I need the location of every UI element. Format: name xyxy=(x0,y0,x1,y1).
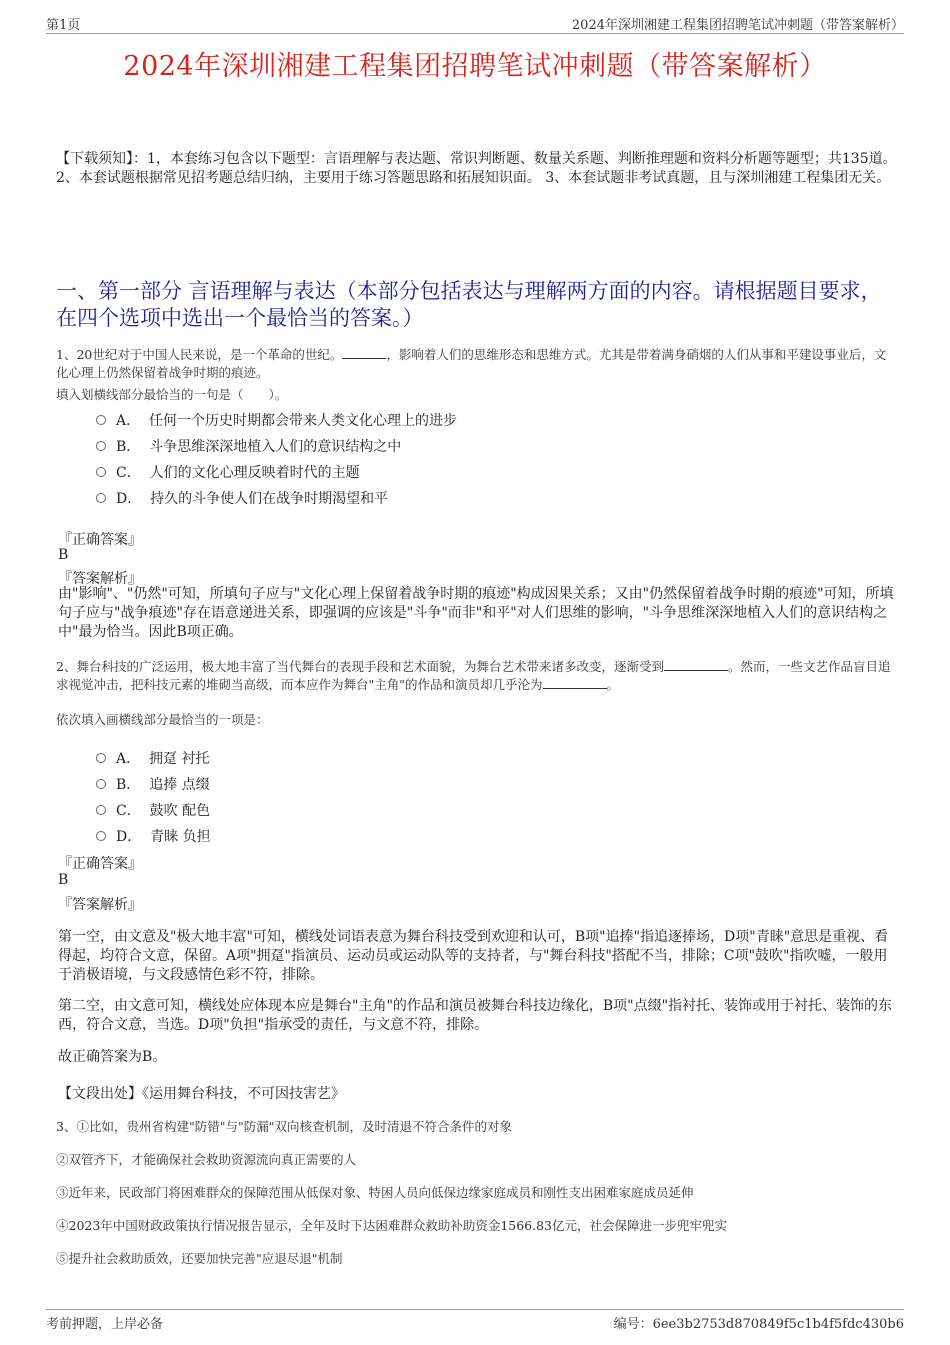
q2-blank-2 xyxy=(543,677,607,689)
q1-answer: B xyxy=(58,547,69,563)
footer-serial: 编号：6ee3b2753d870849f5c1b4f5fdc430b6 xyxy=(613,1317,904,1332)
download-notice: 【下载须知】：1，本套练习包含以下题型：言语理解与表达题、常识判断题、数量关系题、判断推理题和资料分析题等题型；共135道。 2、本套试题根据常见招考题总结归纳，主要用于练习答题思路和拓展知识面。 3、本套试题非考试真题，且与深圳湘建工程集团无关。 xyxy=(56,151,897,186)
q2-source: 【文段出处】《运用舞台科技，不可因技害艺》 xyxy=(58,1086,345,1102)
page-title: 2024年深圳湘建工程集团招聘笔试冲刺题（带答案解析） xyxy=(123,51,827,82)
q1-option-b[interactable]: B． 斗争思维深深地植入人们的意识结构之中 xyxy=(96,436,401,456)
q1-stem xyxy=(56,346,898,382)
q2-option-b[interactable]: B． 追捧 点缀 xyxy=(96,774,210,794)
header-divider xyxy=(46,33,904,34)
section-heading: 一、第一部分 言语理解与表达（本部分包括表达与理解两方面的内容。请根据题目要求，在四个选项中选出一个最恰当的答案。） xyxy=(56,279,882,330)
q1-stem-part-a: 1、20世纪对于中国人民来说，是一个革命的世纪。 xyxy=(56,347,343,362)
q1-answer-label: 『正确答案』 xyxy=(58,532,142,548)
q2-analysis-paragraph-2: 第二空，由文意可知，横线处应体现本应是舞台"主角"的作品和演员被舞台科技边缘化，B项"点缀"指衬托、装饰或用于衬托、装饰的东西，符合文意，当选。D项"负担"指承受的责任，与文意不符，排除。 xyxy=(58,998,893,1033)
q2-answer-label: 『正确答案』 xyxy=(58,856,142,872)
radio-icon[interactable] xyxy=(96,467,106,477)
q2-conclusion: 故正确答案为B。 xyxy=(58,1049,167,1065)
header-page-label: 第1页 xyxy=(46,18,81,33)
q1-option-c[interactable]: C． 人们的文化心理反映着时代的主题 xyxy=(96,462,360,482)
q3-line-4: ④2023年中国财政政策执行情况报告显示，全年及时下达困难群众救助补助资金1566.83亿元，社会保障进一步兜牢兜实 xyxy=(56,1218,728,1233)
q2-option-d[interactable]: D． 青睐 负担 xyxy=(96,826,211,846)
footer-slogan: 考前押题，上岸必备 xyxy=(46,1317,164,1332)
radio-icon[interactable] xyxy=(96,441,106,451)
q3-line-1: 3、①比如，贵州省构建"防错"与"防漏"双向核查机制，及时清退不符合条件的对象 xyxy=(56,1119,512,1134)
q1-blank xyxy=(342,347,386,359)
q1-analysis: 由"影响"、"仍然"可知，所填句子应与"文化心理上保留着战争时期的痕迹"构成因果关系；又由"仍然保留着战争时期的痕迹"可知，所填句子应与"战争痕迹"存在语意递进关系，即强调的应该是"斗争"而非"和平"对人们思维的影响，"斗争思维深深地植入人们的意识结构之中"最为恰当。因此B项正确。 xyxy=(58,586,894,640)
q2-prompt: 依次填入画横线部分最恰当的一项是： xyxy=(56,712,269,727)
q1-option-d[interactable]: D． 持久的斗争使人们在战争时期渴望和平 xyxy=(96,488,388,508)
q2-option-a[interactable]: A． 拥趸 衬托 xyxy=(96,748,209,768)
q2-blank-1 xyxy=(664,659,728,671)
radio-icon[interactable] xyxy=(96,415,106,425)
radio-icon[interactable] xyxy=(96,831,106,841)
q1-option-a[interactable]: A． 任何一个历史时期都会带来人类文化心理上的进步 xyxy=(96,410,457,430)
q3-line-5: ⑤提升社会救助质效，还要加快完善"应退尽退"机制 xyxy=(56,1251,343,1266)
footer-divider xyxy=(46,1309,904,1310)
q3-line-2: ②双管齐下，才能确保社会救助资源流向真正需要的人 xyxy=(56,1152,357,1167)
q1-stem-part-b: ，影响着人们的思维形态和思维方式。尤其是带着满身硝烟的人们从事和平建设事业后，文化心理上仍然保留着战争时期的痕迹。 xyxy=(56,347,887,380)
q2-analysis-label: 『答案解析』 xyxy=(58,897,142,913)
radio-icon[interactable] xyxy=(96,493,106,503)
header-doc-title: 2024年深圳湘建工程集团招聘笔试冲刺题（带答案解析） xyxy=(571,18,904,33)
radio-icon[interactable] xyxy=(96,805,106,815)
q1-prompt: 填入划横线部分最恰当的一句是（ ）。 xyxy=(56,387,288,402)
q2-stem: 2、舞台科技的广泛运用，极大地丰富了当代舞台的表现手段和艺术面貌，为舞台艺术带来诸多改变，逐渐受到 。然而，一些文艺作品盲目追求视觉冲击，把科技元素的堆砌当高级，而本应作为舞台"主角"的作品和演员却几乎沦为 。 xyxy=(56,659,891,692)
q2-answer: B xyxy=(58,872,69,888)
radio-icon[interactable] xyxy=(96,779,106,789)
q1-analysis-label: 『答案解析』 xyxy=(58,571,142,587)
radio-icon[interactable] xyxy=(96,753,106,763)
q2-option-c[interactable]: C． 鼓吹 配色 xyxy=(96,800,210,820)
q3-line-3: ③近年来，民政部门将困难群众的保障范围从低保对象、特困人员向低保边缘家庭成员和刚性支出困难家庭成员延伸 xyxy=(56,1185,694,1200)
q2-analysis-paragraph-1: 第一空，由文意及"极大地丰富"可知，横线处词语表意为舞台科技受到欢迎和认可，B项"追捧"指追逐捧场，D项"青睐"意思是重视、看得起，均符合文意，保留。A项"拥趸"指演员、运动员或运动队等的支持者，与"舞台科技"搭配不当，排除；C项"鼓吹"指吹嘘，一般用于消极语境，与文段感情色彩不符，排除。 xyxy=(58,929,889,983)
